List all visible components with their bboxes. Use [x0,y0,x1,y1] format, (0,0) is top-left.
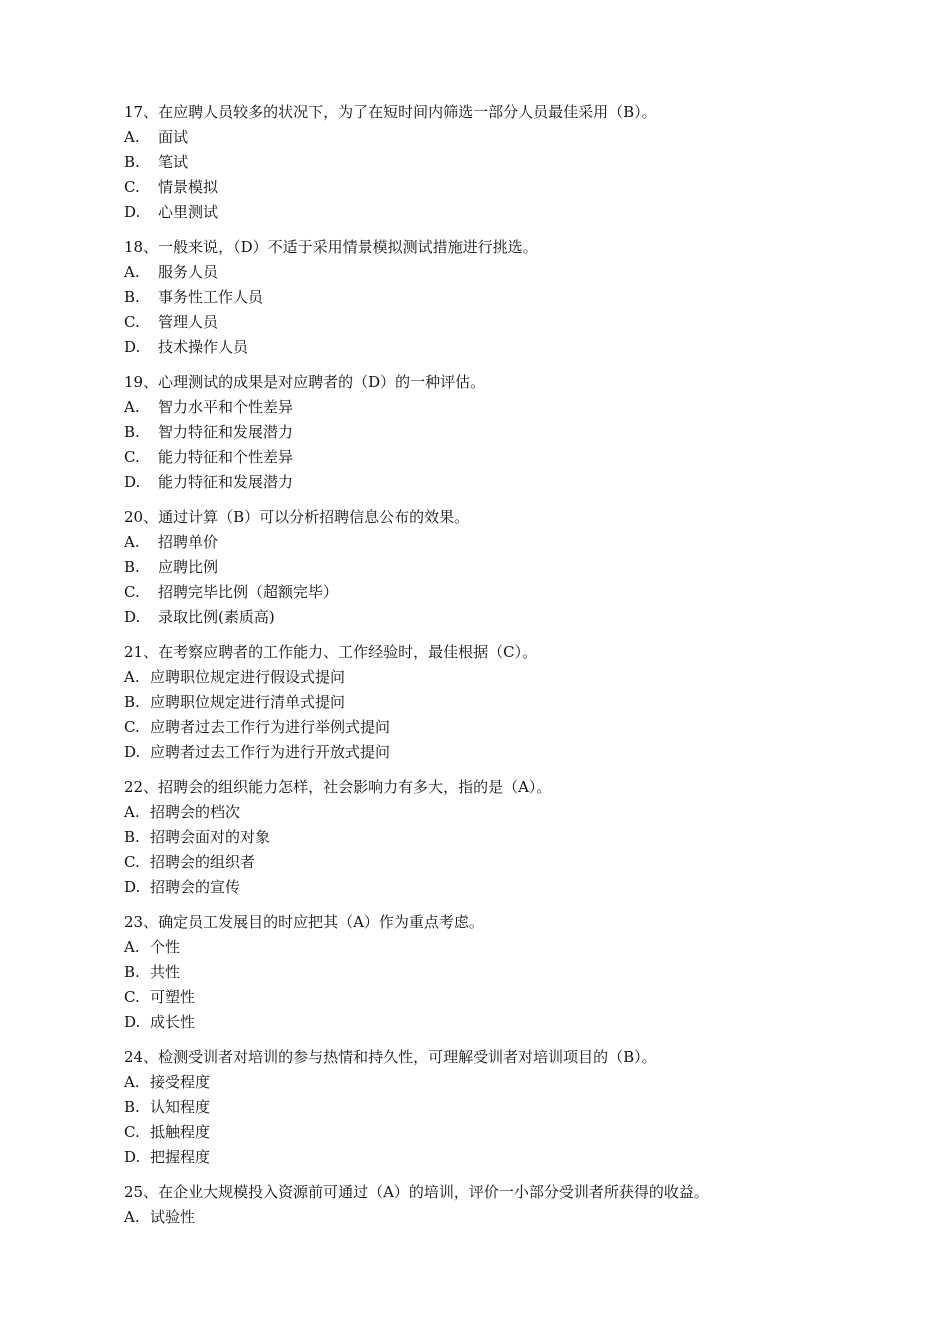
option-letter: B. [124,693,140,711]
answer-option [124,555,844,580]
answer-option [124,1070,844,1095]
option-letter: A. [124,668,140,686]
option-text: 服务人员 [158,263,219,281]
answer-option [124,1095,844,1120]
question-title: 24、检测受训者对培训的参与热情和持久性，可理解受训者对培训项目的（B）。 [124,1048,657,1066]
option-text: 共性 [150,963,181,981]
option-text: 认知程度 [150,1098,211,1116]
answer-option [124,445,844,470]
option-text: 心里测试 [158,203,219,221]
option-letter: B. [124,288,140,306]
option-text: 应聘职位规定进行假设式提问 [150,668,346,686]
document-page [124,100,844,1240]
question-title: 19、心理测试的成果是对应聘者的（D）的一种评估。 [124,373,486,391]
option-letter: C. [124,583,140,601]
option-letter: A. [124,1073,140,1091]
answer-option [124,665,844,690]
answer-option [124,580,844,605]
question-title: 23、确定员工发展目的时应把其（A）作为重点考虑。 [124,913,484,931]
question-title: 25、在企业大规模投入资源前可通过（A）的培训，评价一小部分受训者所获得的收益。 [124,1183,709,1201]
answer-option [124,1120,844,1145]
option-text: 招聘会的组织者 [150,853,256,871]
option-letter: B. [124,828,140,846]
option-text: 应聘者过去工作行为进行开放式提问 [150,743,391,761]
option-text: 招聘会的宣传 [150,878,241,896]
option-text: 招聘会面对的对象 [150,828,271,846]
answer-option [124,125,844,150]
option-letter: D. [124,1013,141,1031]
answer-option [124,935,844,960]
answer-option [124,875,844,900]
option-letter: C. [124,988,140,1006]
option-text: 智力特征和发展潜力 [158,423,294,441]
option-letter: D. [124,608,141,626]
question-block [124,775,844,900]
option-text: 试验性 [150,1208,196,1226]
option-letter: D. [124,203,141,221]
answer-option [124,1145,844,1170]
option-text: 可塑性 [150,988,196,1006]
option-text: 面试 [158,128,189,146]
option-letter: A. [124,803,140,821]
option-letter: C. [124,178,140,196]
answer-option [124,285,844,310]
question-block [124,100,844,225]
answer-option [124,310,844,335]
option-text: 技术操作人员 [158,338,249,356]
answer-option [124,1205,844,1230]
option-text: 情景模拟 [158,178,219,196]
option-text: 录取比例(素质高) [158,608,275,626]
question-block [124,370,844,495]
option-letter: A. [124,128,140,146]
option-text: 招聘单价 [158,533,219,551]
option-text: 事务性工作人员 [158,288,264,306]
option-text: 应聘比例 [158,558,219,576]
option-text: 智力水平和个性差异 [158,398,294,416]
question-title: 21、在考察应聘者的工作能力、工作经验时，最佳根据（C）。 [124,643,538,661]
option-letter: C. [124,1123,140,1141]
question-title: 17、在应聘人员较多的状况下，为了在短时间内筛选一部分人员最佳采用（B）。 [124,103,657,121]
question-block [124,910,844,1035]
option-text: 个性 [150,938,181,956]
option-letter: A. [124,263,140,281]
option-letter: A. [124,1208,140,1226]
question-block [124,640,844,765]
answer-option [124,420,844,445]
option-letter: B. [124,423,140,441]
option-text: 应聘职位规定进行清单式提问 [150,693,346,711]
option-text: 接受程度 [150,1073,211,1091]
option-letter: B. [124,558,140,576]
answer-option [124,715,844,740]
option-text: 应聘者过去工作行为进行举例式提问 [150,718,391,736]
answer-option [124,605,844,630]
question-block [124,1045,844,1170]
option-letter: B. [124,153,140,171]
option-letter: C. [124,313,140,331]
answer-option [124,740,844,765]
answer-option [124,200,844,225]
answer-option [124,150,844,175]
option-letter: A. [124,938,140,956]
answer-option [124,825,844,850]
option-text: 能力特征和个性差异 [158,448,294,466]
option-text: 管理人员 [158,313,219,331]
option-letter: B. [124,963,140,981]
answer-option [124,470,844,495]
option-text: 招聘完毕比例（超额完毕） [158,583,339,601]
question-block [124,505,844,630]
question-block [124,235,844,360]
option-letter: B. [124,1098,140,1116]
answer-option [124,1010,844,1035]
answer-option [124,395,844,420]
question-title: 22、招聘会的组织能力怎样，社会影响力有多大，指的是（A）。 [124,778,552,796]
option-text: 招聘会的档次 [150,803,241,821]
option-text: 能力特征和发展潜力 [158,473,294,491]
option-letter: D. [124,743,141,761]
question-title: 18、一般来说，（D）不适于采用情景模拟测试措施进行挑选。 [124,238,538,256]
answer-option [124,960,844,985]
question-title: 20、通过计算（B）可以分析招聘信息公布的效果。 [124,508,470,526]
answer-option [124,985,844,1010]
answer-option [124,335,844,360]
option-letter: D. [124,1148,141,1166]
option-letter: C. [124,718,140,736]
option-letter: D. [124,338,141,356]
option-text: 成长性 [150,1013,196,1031]
answer-option [124,530,844,555]
answer-option [124,800,844,825]
option-letter: D. [124,878,141,896]
answer-option [124,175,844,200]
option-letter: D. [124,473,141,491]
option-letter: A. [124,533,140,551]
option-letter: C. [124,448,140,466]
answer-option [124,690,844,715]
option-text: 抵触程度 [150,1123,211,1141]
answer-option [124,850,844,875]
question-block [124,1180,844,1230]
option-letter: A. [124,398,140,416]
option-text: 笔试 [158,153,189,171]
option-letter: C. [124,853,140,871]
answer-option [124,260,844,285]
option-text: 把握程度 [150,1148,211,1166]
